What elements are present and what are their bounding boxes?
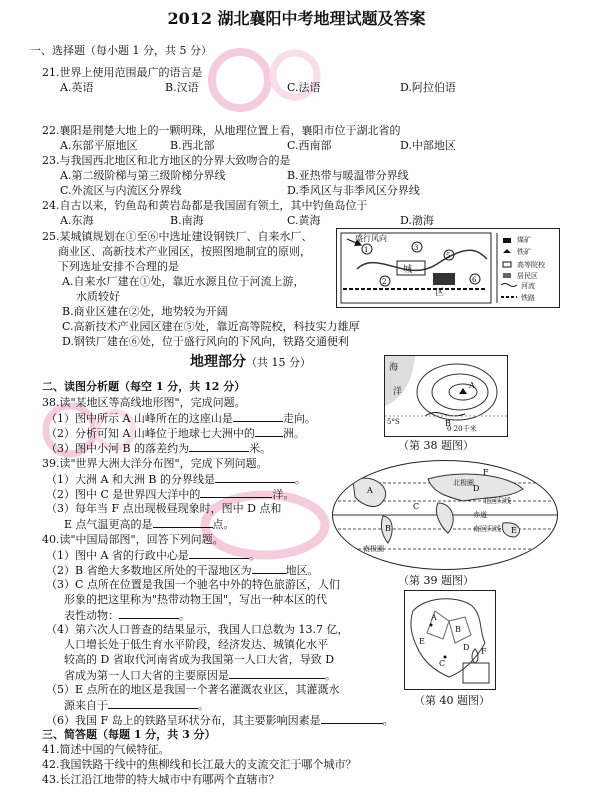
china-map-label-a: A <box>431 613 437 622</box>
q24-option-d: D.渤海 <box>400 214 434 227</box>
world-map-tropic-capricorn: 南回归线 <box>473 525 501 533</box>
q24-option-c: C.黄海 <box>287 214 321 227</box>
svg-text:B: B <box>445 419 451 428</box>
q25-stem-line1: 25.某城镇规划在①至⑥中选址建设钢铁厂、自来水厂、 <box>42 230 313 243</box>
svg-text:2: 2 <box>382 278 387 286</box>
q24-option-b: B.南海 <box>170 214 204 227</box>
china-map-label-e: E <box>419 637 425 646</box>
q22-option-c: C.西南部 <box>287 139 332 152</box>
q25-stem-line2: 商业区、高新技术产业园区，按照图地制宜的原则， <box>58 245 311 258</box>
q40-part4-line1: （4）第六次人口普查的结果显示，我国人口总数为 13.7 亿， <box>46 623 349 636</box>
q40-part5-line2: 源来自于 。 <box>64 699 209 712</box>
q23-option-d: D.季风区与非季风区分界线 <box>287 184 420 197</box>
q39-part2: （2）图中 C 是世界四大洋中的 洋。 <box>46 488 295 501</box>
q21-option-a: A.英语 <box>60 81 94 94</box>
svg-text:A: A <box>367 486 373 495</box>
q22-option-a: A.东部平原地区 <box>60 139 138 152</box>
q23-option-c: C.外流区与内流区分界线 <box>60 184 182 197</box>
contour-sea-label: 海 <box>389 363 399 373</box>
q22-stem: 22.襄阳是荆楚大地上的一颗明珠，从地理位置上看，襄阳市位于湖北省的 <box>42 124 401 137</box>
q24-option-a: A.东海 <box>60 214 94 227</box>
contour-ocean-label: 洋 <box>393 387 403 397</box>
svg-text:E: E <box>511 526 517 535</box>
q21-stem: 21.世界上使用范围最广的语言是 <box>42 66 203 79</box>
q21-option-d: D.阿拉伯语 <box>400 81 456 94</box>
svg-text:5: 5 <box>446 252 451 260</box>
q39-part3-line2: E 点气温更高的是 点。 <box>64 518 235 531</box>
q38-part3: （3）图中小河 B 的落差约为 米。 <box>46 442 272 455</box>
world-map-tropic-cancer: 北回归线 <box>483 497 511 505</box>
q21-option-c: C.法语 <box>287 81 321 94</box>
china-map-label-c: C <box>439 659 446 668</box>
q40-caption: （第 40 题图） <box>414 694 490 707</box>
legend-river: 河流 <box>521 282 535 290</box>
q40-part3-line2: 形象的把这里称为"热带动物王国"，写出一种本区的代 <box>64 593 328 606</box>
q25-option-a-line2: 水质较好 <box>76 290 120 303</box>
china-map-label-f: F <box>481 647 487 656</box>
q23-option-a: A.第二级阶梯与第三级阶梯分界线 <box>60 169 226 182</box>
q39-stem: 39.读"世界大洲大洋分布图"，完成下列问题。 <box>42 457 268 470</box>
contour-drawing <box>385 356 507 436</box>
q40-part6: （6）我国 F 岛上的铁路呈环状分布，其主要影响因素是 。 <box>46 714 394 727</box>
q25-option-b: B.商业区建在②处，地势较为开阔 <box>62 305 228 318</box>
q43: 43.长江沿江地带的特大城市中有哪两个直辖市？ <box>42 773 280 786</box>
q22-option-d: D.中部地区 <box>400 139 456 152</box>
town-map-wind-label: 盛行风向 <box>355 234 387 243</box>
legend-railway: 铁路 <box>521 294 535 302</box>
q40-part2: （2）B 省绝大多数地区所处的干湿地区为 地区。 <box>46 564 319 577</box>
q24-stem: 24.自古以来，钓鱼岛和黄岩岛都是我国固有领土，其中钓鱼岛位于 <box>42 199 368 212</box>
world-map-arctic-circle: 北极圈 <box>453 479 474 487</box>
svg-text:F: F <box>483 468 489 477</box>
q39-part1: （1）大洲 A 和大洲 B 的分界线是 。 <box>46 473 307 486</box>
world-map-equator: 赤道 <box>473 511 487 519</box>
q42: 42.我国铁路干线中的焦柳线和长江最大的支流交汇于哪个城市？ <box>42 758 357 771</box>
china-map-label-d: D <box>463 643 470 652</box>
legend-coal: 煤矿 <box>517 236 531 244</box>
legend-college: 高等院校 <box>517 261 545 269</box>
q25-town-map <box>336 228 560 308</box>
svg-text:D: D <box>473 484 480 493</box>
q23-option-b: B.亚热带与暖温带分界线 <box>287 169 409 182</box>
q25-option-c: C.高新技术产业园区建在⑤处，靠近高等院校，科技实力雄厚 <box>62 320 360 333</box>
q38-part1: （1）图中所示 A 山峰所在的这座山是 走向。 <box>46 412 316 425</box>
svg-text:1: 1 <box>364 246 369 254</box>
q40-stem: 40.读"中国局部图"，回答下列问题。 <box>42 533 224 546</box>
q40-part3-line3: 表性动物： 。 <box>64 609 190 622</box>
svg-text:6: 6 <box>472 276 477 284</box>
q39-part3-line1: （3）每年当 F 点出现极昼现象时，图中 D 点和 <box>46 502 282 515</box>
q40-part4-line4: 省成为第一人口大省的主要原因是 。 <box>64 669 336 682</box>
q39-caption: （第 39 题图） <box>398 574 474 587</box>
china-map-label-b: B <box>455 625 461 634</box>
q25-option-a-line1: A.自来水厂建在①处，靠近水源且位于河流上游， <box>62 275 305 288</box>
svg-text:B: B <box>385 524 391 533</box>
q25-option-d: D.钢铁厂建在⑥处，位于盛行风向的下风向，铁路交通便利 <box>62 335 349 348</box>
q40-part3-line1: （3）C 点所在位置是我国一个驰名中外的特色旅游区，人们 <box>46 578 340 591</box>
q40-part4-line3: 较高的 D 省取代河南省成为我国第一人口大省，导致 D <box>64 653 335 666</box>
q25-stem-line3: 下列选址安排不合理的是 <box>58 260 179 273</box>
q41: 41.简述中国的气候特征。 <box>42 743 170 756</box>
geography-part-heading: 地理部分（共 15 分） <box>190 354 311 370</box>
q40-part4-line2: 人口增长处于低生育水平阶段，经济发达、城镇化水平 <box>64 638 328 651</box>
q38-contour-map <box>384 355 508 437</box>
town-map-district-label: 区 <box>435 288 445 298</box>
q38-part2: （2）分析可知 A 山峰位于地球七大洲中的 洲。 <box>46 427 305 440</box>
watermark-logo <box>200 40 340 120</box>
legend-iron: 铁矿 <box>517 248 531 256</box>
q40-china-map <box>404 590 496 690</box>
q38-caption: （第 38 题图） <box>398 439 474 452</box>
contour-scale: 0 20千米 <box>447 425 477 433</box>
legend-residential: 居民区 <box>517 272 538 280</box>
svg-text:3: 3 <box>414 244 419 252</box>
q21-option-b: B.汉语 <box>165 81 199 94</box>
world-map-antarctic-circle: 南极圈 <box>363 545 384 553</box>
q39-world-map <box>332 460 558 570</box>
svg-text:C: C <box>413 502 420 511</box>
contour-latitude: 5°S <box>387 418 400 426</box>
q40-part1: （1）图中 A 省的行政中心是 。 <box>46 549 260 562</box>
q40-part5-line1: （5）E 点所在的地区是我国一个著名灌溉农业区，其灌溉水 <box>46 683 340 696</box>
svg-text:A: A <box>469 381 475 390</box>
section-1-heading: 一、选择题（每小题 1 分，共 5 分） <box>30 44 212 57</box>
exam-title: 2012 湖北襄阳中考地理试题及答案 <box>167 9 426 28</box>
q38-stem: 38.读"某地区等高线地形图"，完成问题。 <box>42 396 246 409</box>
section-2-heading: 二、读图分析题（每空 1 分，共 12 分） <box>42 380 246 393</box>
q22-option-b: B.西北部 <box>170 139 215 152</box>
q23-stem: 23.与我国西北地区和北方地区的分界大致吻合的是 <box>42 154 291 167</box>
section-3-heading: 三、简答题（每题 1 分，共 3 分） <box>42 728 216 741</box>
town-map-town-label: 城 <box>403 265 413 275</box>
